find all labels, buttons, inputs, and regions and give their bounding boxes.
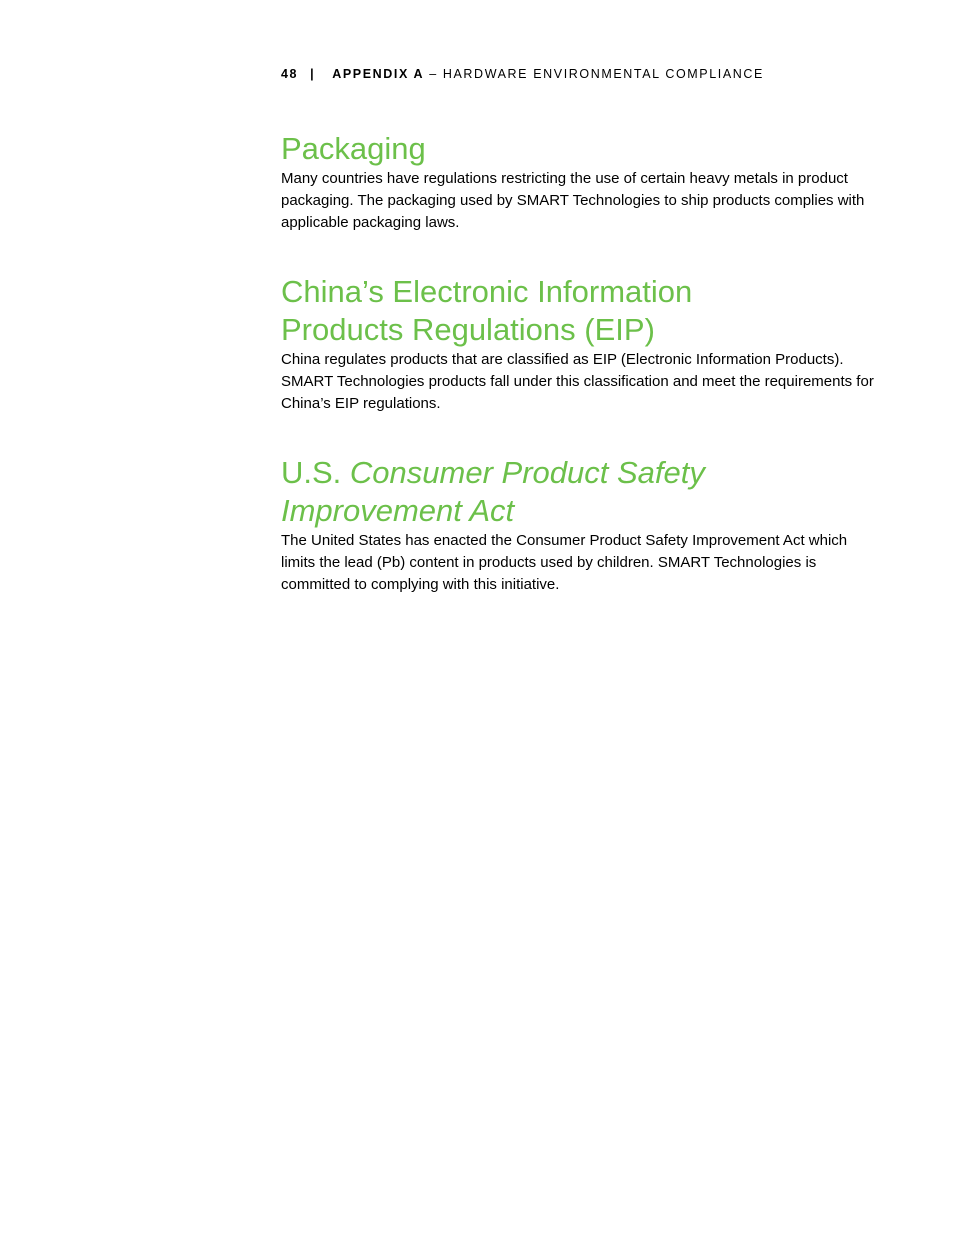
heading-prefix: U.S. [281,455,350,490]
section-packaging [281,130,881,234]
heading-line: China’s Electronic Information [281,274,693,309]
page-number: 48 [281,67,299,81]
section-us-cpsia [281,454,881,596]
section-heading: Packaging [281,131,426,166]
header-separator: | [310,67,316,81]
heading-line: Products Regulations (EIP) [281,312,655,347]
section-china-eip [281,273,881,415]
heading-line [281,454,881,492]
page-content [281,130,881,596]
appendix-title: – HARDWARE ENVIRONMENTAL COMPLIANCE [424,67,764,81]
appendix-label: APPENDIX A [332,67,425,81]
heading-italic-line: Improvement Act [281,493,515,528]
section-body: China regulates products that are classified as EIP (Electronic Information Products). SMART Technologies products fall under this classification and meet the requirements for China’s EIP regulations. [281,351,874,412]
heading-italic: Consumer Product Safety [349,455,705,490]
running-header [281,66,764,82]
section-body: The United States has enacted the Consumer Product Safety Improvement Act which limits the lead (Pb) content in products used by children. SMART Technologies is committed to complying with this initiative. [281,532,848,593]
section-heading [281,454,881,530]
section-heading [281,273,881,349]
section-body: Many countries have regulations restricting the use of certain heavy metals in product packaging. The packaging used by SMART Technologies to ship products complies with applicable packaging laws. [281,170,865,231]
